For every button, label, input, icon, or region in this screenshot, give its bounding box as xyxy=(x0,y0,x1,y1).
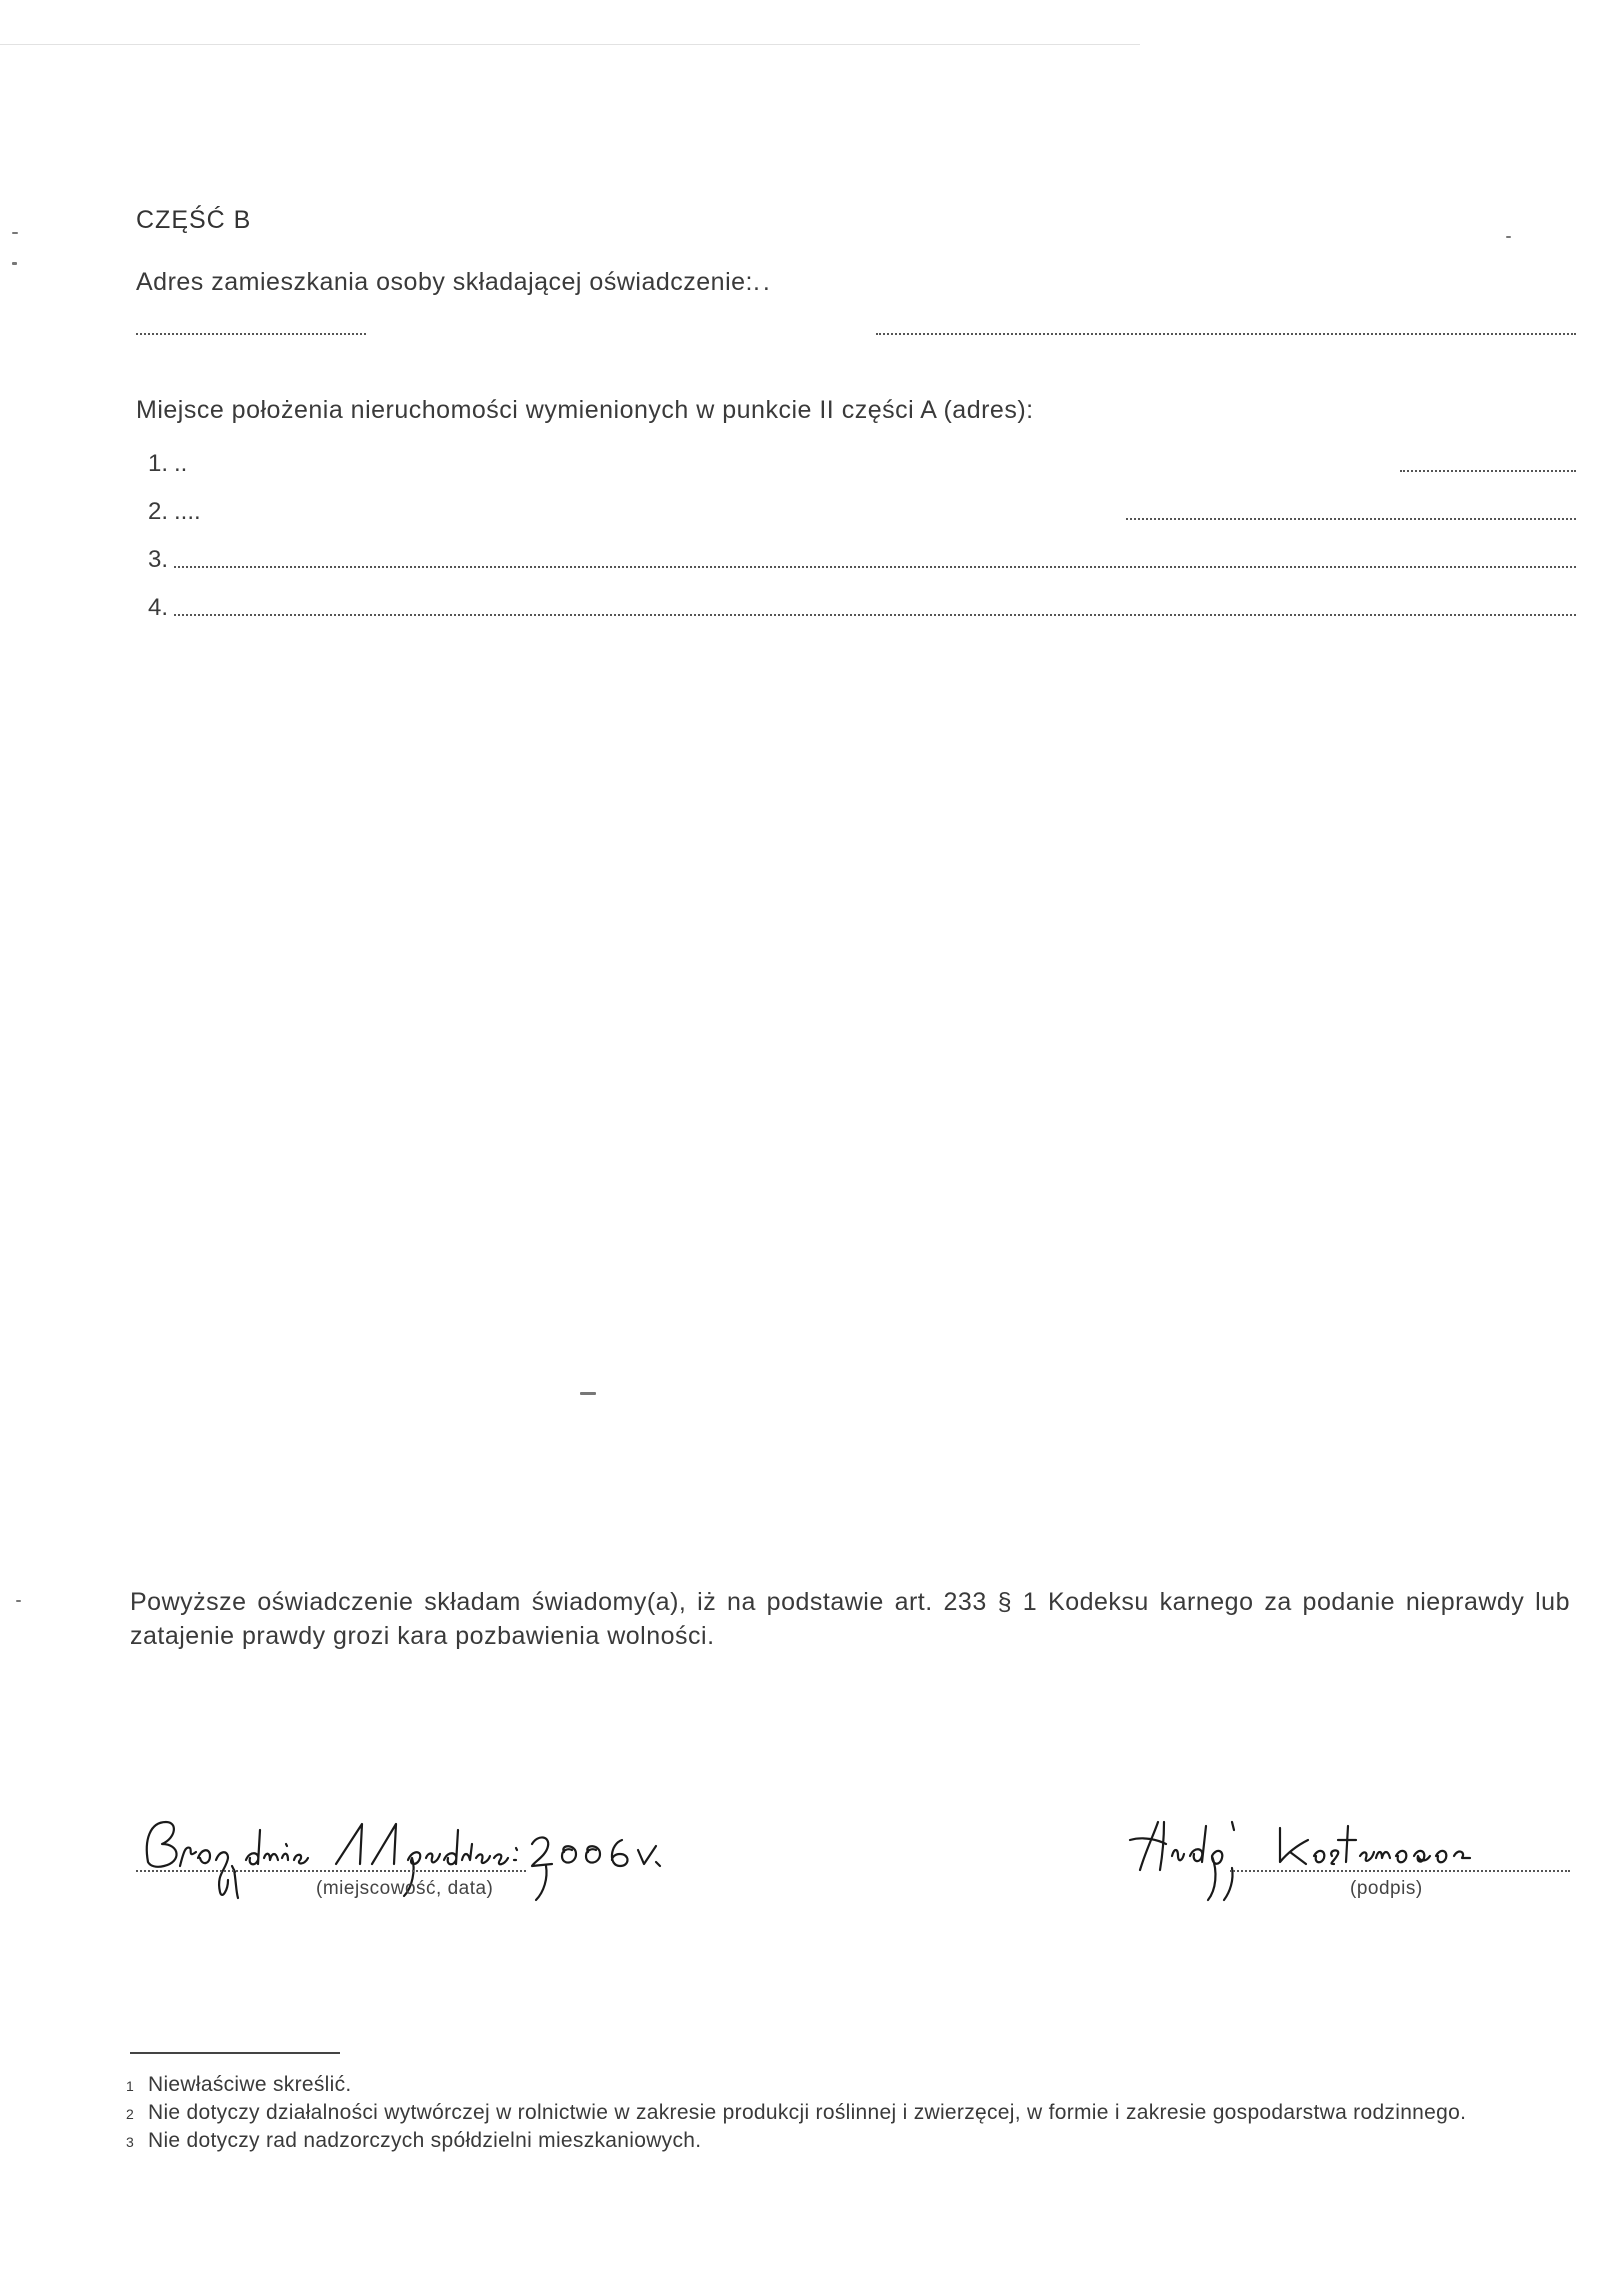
scan-speck xyxy=(12,262,17,265)
signature-caption: (podpis) xyxy=(1350,1878,1423,1899)
footnote-item xyxy=(126,2100,1576,2127)
property-line-2[interactable]: 2. .... xyxy=(148,496,1576,526)
property-line-number: 2. xyxy=(148,498,169,525)
footnotes xyxy=(126,2072,1576,2156)
property-label: Miejsce położenia nieruchomości wymienionych w punkcie II części A (adres): xyxy=(136,396,1034,424)
signature-handwriting xyxy=(1120,1800,1570,1910)
property-row xyxy=(136,396,1576,425)
property-line-number: 1. xyxy=(148,450,169,477)
top-edge-rule xyxy=(0,44,1140,45)
property-line-1[interactable]: 1. .. xyxy=(148,448,1576,478)
place-date-block[interactable] xyxy=(136,1800,696,1910)
residence-label: Adres zamieszkania osoby składającej oświadczenie: xyxy=(136,268,753,296)
footnote-number: 1 xyxy=(126,2078,134,2094)
footnote-item xyxy=(126,2128,1576,2155)
scan-speck xyxy=(16,1600,21,1602)
property-line-4[interactable] xyxy=(148,592,1576,622)
place-date-line xyxy=(136,1870,526,1872)
footnote-divider xyxy=(130,2052,340,2054)
property-line-number: 3. xyxy=(148,546,169,573)
signature-line xyxy=(1230,1870,1570,1872)
footnote-text: Nie dotyczy działalności wytwórczej w rolnictwie w zakresie produkcji roślinnej i zwierzęcej, w formie i zakresie gospodarstwa rodzinnego. xyxy=(148,2101,1467,2124)
scan-speck xyxy=(12,232,18,234)
property-line-3[interactable] xyxy=(148,544,1576,574)
scan-speck xyxy=(580,1392,596,1395)
footnote-text: Nie dotyczy rad nadzorczych spółdzielni mieszkaniowych. xyxy=(148,2129,702,2152)
place-date-caption: (miejscowość, data) xyxy=(316,1878,494,1899)
footnote-number: 3 xyxy=(126,2134,134,2150)
scan-speck xyxy=(1506,236,1511,238)
property-line-number: 4. xyxy=(148,594,169,621)
section-title: CZĘŚĆ B xyxy=(136,206,252,234)
signature-block[interactable] xyxy=(1120,1800,1570,1910)
footnote-number: 2 xyxy=(126,2106,134,2122)
footnote-text: Niewłaściwe skreślić. xyxy=(148,2073,352,2096)
footnote-item xyxy=(126,2072,1576,2099)
residence-row: Adres zamieszkania osoby składającej oświadczenie:.. xyxy=(136,268,773,296)
legal-statement: Powyższe oświadczenie składam świadomy(a), iż na podstawie art. 233 § 1 Kodeksu karnego za podanie nieprawdy lub zatajenie prawdy grozi kara pozbawienia wolności. xyxy=(130,1588,1570,1650)
